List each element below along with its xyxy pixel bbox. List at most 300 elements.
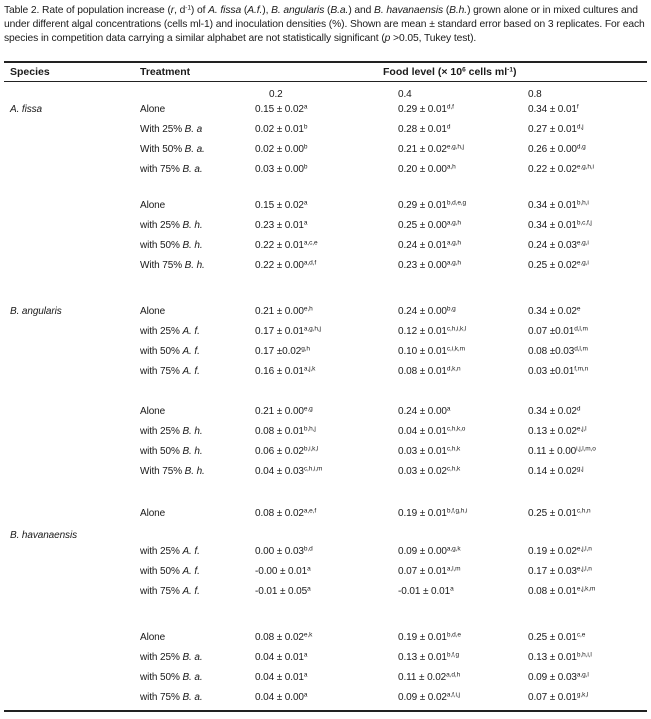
- value-0-8: 0.08 ±0.03: [528, 346, 575, 357]
- value-0-2-cell: [255, 306, 313, 317]
- table-row: [0, 426, 651, 440]
- treatment-label: With 75%: [140, 466, 185, 477]
- table-row: [0, 508, 651, 522]
- significance-letters: e,j,l,n: [576, 565, 592, 573]
- significance-letters: g,h: [301, 345, 310, 353]
- significance-letters: d,f: [446, 103, 454, 111]
- significance-letters: e,g: [303, 405, 313, 413]
- treatment-cell: [140, 144, 205, 155]
- value-0-4: 0.09 ± 0.02: [398, 692, 447, 703]
- value-0-2-cell: [255, 692, 307, 703]
- significance-letters: b,c,f,j: [576, 219, 592, 227]
- treatment-cell: [140, 446, 203, 457]
- significance-letters: a,g,h,j: [303, 325, 321, 333]
- value-0-2: 0.03 ± 0.00: [255, 164, 304, 175]
- table-row: [0, 220, 651, 234]
- species-a-fissa: A. fissa: [10, 104, 42, 115]
- value-0-8: 0.34 ± 0.02: [528, 306, 577, 317]
- value-0-2-cell: [255, 566, 311, 577]
- value-0-2-cell: [255, 200, 307, 211]
- treatment-species: A. f.: [182, 366, 200, 377]
- value-0-2-cell: [255, 466, 322, 477]
- significance-letters: c,h,n: [576, 507, 591, 515]
- value-0-4-cell: [398, 466, 460, 477]
- value-0-4: 0.28 ± 0.01: [398, 124, 447, 135]
- value-0-2: -0.01 ± 0.05: [255, 586, 308, 597]
- value-0-8-cell: [528, 508, 590, 519]
- table-row: [0, 692, 651, 706]
- table-row: [0, 446, 651, 460]
- significance-letters: d,l,m: [574, 325, 588, 333]
- treatment-label: with 75%: [140, 164, 183, 175]
- significance-letters: a: [303, 219, 308, 227]
- value-0-4: 0.09 ± 0.00: [398, 546, 447, 557]
- species-b-angularis: B. angularis: [10, 306, 62, 317]
- significance-letters: d: [576, 405, 581, 413]
- value-0-2-cell: [255, 366, 315, 377]
- treatment-label: with 25%: [140, 546, 183, 557]
- table-header-rule: [4, 81, 647, 82]
- value-0-4: 0.03 ± 0.02: [398, 466, 447, 477]
- value-0-2-cell: [255, 446, 318, 457]
- table-row: [0, 652, 651, 666]
- treatment-species: B. a.: [184, 144, 205, 155]
- significance-letters: d,g: [576, 143, 586, 151]
- treatment-cell: [140, 366, 200, 377]
- value-0-8-cell: [528, 260, 589, 271]
- value-0-2: 0.17 ± 0.01: [255, 326, 304, 337]
- value-0-4-cell: [398, 426, 465, 437]
- value-0-2: 0.00 ± 0.03: [255, 546, 304, 557]
- value-0-8: 0.07 ±0.01: [528, 326, 575, 337]
- value-0-8-cell: [528, 220, 592, 231]
- treatment-cell: [140, 260, 205, 271]
- value-0-2-cell: [255, 508, 316, 519]
- value-0-4: 0.29 ± 0.01: [398, 200, 447, 211]
- treatment-label: Alone: [140, 306, 166, 317]
- value-0-2-cell: [255, 326, 321, 337]
- value-0-2: 0.17 ±0.02: [255, 346, 302, 357]
- value-0-4-cell: [398, 672, 460, 683]
- significance-letters: e,g,i: [576, 239, 589, 247]
- value-0-4-cell: [398, 566, 460, 577]
- significance-letters: c,h,k: [446, 445, 461, 453]
- treatment-label: Alone: [140, 104, 166, 115]
- value-0-4: 0.19 ± 0.01: [398, 632, 447, 643]
- treatment-species: B. a.: [182, 692, 203, 703]
- table-row: [0, 566, 651, 580]
- value-0-8-cell: [528, 566, 592, 577]
- value-0-4-cell: [398, 546, 460, 557]
- value-0-2: 0.04 ± 0.00: [255, 692, 304, 703]
- treatment-species: B. h.: [184, 260, 205, 271]
- significance-letters: b,f,g: [446, 651, 460, 659]
- value-0-4: 0.03 ± 0.01: [398, 446, 447, 457]
- significance-letters: a,g,h: [446, 239, 461, 247]
- table-row: [0, 366, 651, 380]
- value-0-2: 0.02 ± 0.00: [255, 144, 304, 155]
- table-row: [0, 124, 651, 138]
- treatment-species: B. h.: [182, 240, 203, 251]
- header-food-level: Food level (× $10^6$ cells $ml^{-1}$): [383, 66, 517, 78]
- value-0-4-cell: [398, 692, 460, 703]
- significance-letters: a: [450, 585, 454, 593]
- significance-letters: a: [303, 103, 308, 111]
- significance-letters: b,g: [446, 305, 456, 313]
- significance-letters: a,g,h: [446, 219, 461, 227]
- significance-letters: d,j: [576, 123, 584, 131]
- treatment-label: with 50%: [140, 672, 183, 683]
- value-0-8-cell: [528, 164, 594, 175]
- value-0-2: 0.22 ± 0.01: [255, 240, 304, 251]
- table-row: [0, 632, 651, 646]
- food-level-0-2: 0.2: [269, 89, 283, 100]
- value-0-2: 0.04 ± 0.03: [255, 466, 304, 477]
- significance-letters: a,f,i,j: [446, 691, 460, 699]
- table-row: [0, 346, 651, 360]
- value-0-2-cell: [255, 672, 307, 683]
- value-0-4: 0.23 ± 0.00: [398, 260, 447, 271]
- value-0-8: 0.07 ± 0.01: [528, 692, 577, 703]
- significance-letters: f,m,n: [574, 365, 589, 373]
- value-0-8-cell: [528, 124, 583, 135]
- significance-letters: d: [446, 123, 451, 131]
- value-0-4-cell: [398, 446, 460, 457]
- value-0-4: 0.29 ± 0.01: [398, 104, 447, 115]
- significance-letters: c,h,i,m: [303, 465, 323, 473]
- value-0-8-cell: [528, 306, 580, 317]
- significance-letters: g,j: [576, 465, 584, 473]
- value-0-4-cell: [398, 406, 450, 417]
- value-0-4-cell: [398, 240, 461, 251]
- table-row: [0, 672, 651, 686]
- value-0-8: 0.08 ± 0.01: [528, 586, 577, 597]
- value-0-4: 0.21 ± 0.02: [398, 144, 447, 155]
- value-0-2: 0.08 ± 0.02: [255, 632, 304, 643]
- treatment-species: B. a.: [182, 164, 203, 175]
- value-0-4: 0.04 ± 0.01: [398, 426, 447, 437]
- treatment-label: with 75%: [140, 586, 183, 597]
- value-0-4: 0.12 ± 0.01: [398, 326, 447, 337]
- value-0-2-cell: [255, 124, 307, 135]
- treatment-species: A. f.: [182, 586, 200, 597]
- treatment-cell: [140, 546, 200, 557]
- value-0-2-cell: [255, 546, 313, 557]
- treatment-cell: [140, 508, 165, 519]
- significance-letters: a,c,e: [303, 239, 318, 247]
- significance-letters: b,h,j: [303, 425, 316, 433]
- value-0-4: 0.19 ± 0.01: [398, 508, 447, 519]
- significance-letters: g,k,l: [576, 691, 589, 699]
- significance-letters: f: [576, 103, 579, 111]
- significance-letters: b,h,i: [576, 199, 589, 207]
- value-0-8-cell: [528, 200, 589, 211]
- value-0-8: 0.34 ± 0.01: [528, 104, 577, 115]
- value-0-4-cell: [398, 508, 467, 519]
- treatment-species: B. a: [184, 124, 203, 135]
- treatment-cell: [140, 652, 203, 663]
- value-0-8: 0.25 ± 0.02: [528, 260, 577, 271]
- significance-letters: c,h,k,o: [446, 425, 466, 433]
- treatment-cell: [140, 672, 203, 683]
- value-0-4: -0.01 ± 0.01: [398, 586, 451, 597]
- treatment-label: with 25%: [140, 220, 183, 231]
- table-row: [0, 164, 651, 178]
- treatment-label: with 25%: [140, 426, 183, 437]
- table-row: [0, 200, 651, 214]
- value-0-8: 0.13 ± 0.01: [528, 652, 577, 663]
- significance-letters: a: [307, 565, 311, 573]
- significance-letters: a: [446, 405, 451, 413]
- treatment-cell: [140, 566, 200, 577]
- value-0-4-cell: [398, 346, 465, 357]
- value-0-8: 0.11 ± 0.00: [528, 446, 577, 457]
- value-0-4-cell: [398, 164, 456, 175]
- value-0-8: 0.27 ± 0.01: [528, 124, 577, 135]
- significance-letters: b,d,e: [446, 631, 461, 639]
- significance-letters: a: [303, 199, 308, 207]
- treatment-cell: [140, 326, 200, 337]
- significance-letters: e,k: [303, 631, 313, 639]
- significance-letters: b: [303, 163, 308, 171]
- table-row: [0, 326, 651, 340]
- treatment-species: B. h.: [182, 220, 203, 231]
- treatment-label: with 25%: [140, 326, 183, 337]
- value-0-8: 0.34 ± 0.01: [528, 220, 577, 231]
- treatment-label: Alone: [140, 508, 166, 519]
- significance-letters: e: [576, 305, 581, 313]
- value-0-8: 0.34 ± 0.02: [528, 406, 577, 417]
- value-0-4: 0.24 ± 0.00: [398, 306, 447, 317]
- value-0-2: 0.06 ± 0.02: [255, 446, 304, 457]
- value-0-8: 0.14 ± 0.02: [528, 466, 577, 477]
- significance-letters: e,j,l: [576, 425, 587, 433]
- value-0-8-cell: [528, 326, 588, 337]
- treatment-cell: [140, 346, 200, 357]
- value-0-2: 0.08 ± 0.02: [255, 508, 304, 519]
- value-0-4-cell: [398, 366, 460, 377]
- value-0-8-cell: [528, 692, 588, 703]
- value-0-2-cell: [255, 406, 313, 417]
- treatment-cell: [140, 104, 165, 115]
- value-0-8: 0.03 ±0.01: [528, 366, 575, 377]
- treatment-species: B. h.: [184, 466, 205, 477]
- value-0-4: 0.25 ± 0.00: [398, 220, 447, 231]
- value-0-8: 0.26 ± 0.00: [528, 144, 577, 155]
- significance-letters: b,d: [303, 545, 313, 553]
- value-0-8-cell: [528, 366, 588, 377]
- value-0-8: 0.13 ± 0.02: [528, 426, 577, 437]
- value-0-2: 0.02 ± 0.01: [255, 124, 304, 135]
- value-0-8: 0.34 ± 0.01: [528, 200, 577, 211]
- table-caption: Table 2. Rate of population increase (r, $d^{-1}$) of A. fissa (A.f.), B. angularis (B.a.) and B. havanaensis (B.h.) grown alone or in mixed cultures and under different algal concentrations (cells ml-1) and inoculation densities (%). Shown are mean ± standard error based on 3 replicates. For each species in competition data carrying a similar alphabet are not statistically significant (p >0.05, Tukey test).: [4, 4, 645, 44]
- value-0-4: 0.07 ± 0.01: [398, 566, 447, 577]
- significance-letters: i,j,l,m,o: [576, 445, 596, 453]
- value-0-8: 0.22 ± 0.02: [528, 164, 577, 175]
- value-0-2-cell: [255, 652, 307, 663]
- value-0-2-cell: [255, 586, 311, 597]
- value-0-4: 0.20 ± 0.00: [398, 164, 447, 175]
- value-0-8-cell: [528, 240, 589, 251]
- table-row: [0, 546, 651, 560]
- value-0-4: 0.08 ± 0.01: [398, 366, 447, 377]
- treatment-label: with 25%: [140, 652, 183, 663]
- value-0-2: 0.15 ± 0.02: [255, 104, 304, 115]
- treatment-cell: [140, 240, 203, 251]
- value-0-4: 0.11 ± 0.02: [398, 672, 447, 683]
- value-0-2: 0.21 ± 0.00: [255, 306, 304, 317]
- value-0-4-cell: [398, 260, 461, 271]
- table-row: [0, 260, 651, 274]
- value-0-4-cell: [398, 144, 464, 155]
- value-0-2-cell: [255, 260, 316, 271]
- treatment-label: Alone: [140, 200, 166, 211]
- value-0-8-cell: [528, 466, 583, 477]
- significance-letters: a,h: [446, 163, 456, 171]
- value-0-4-cell: [398, 200, 466, 211]
- significance-letters: a,g,l: [576, 671, 589, 679]
- significance-letters: c,i,k,m: [446, 345, 465, 353]
- value-0-8-cell: [528, 144, 586, 155]
- significance-letters: e,g,i: [576, 259, 589, 267]
- value-0-8-cell: [528, 446, 596, 457]
- value-0-2: 0.08 ± 0.01: [255, 426, 304, 437]
- value-0-2-cell: [255, 104, 307, 115]
- table-row: [0, 406, 651, 420]
- value-0-4-cell: [398, 220, 461, 231]
- significance-letters: b,h,i,l: [576, 651, 592, 659]
- treatment-label: with 50%: [140, 240, 183, 251]
- treatment-species: A. f.: [182, 326, 200, 337]
- species-b-havanaensis: B. havanaensis: [10, 530, 77, 541]
- value-0-2-cell: [255, 240, 317, 251]
- significance-letters: b: [303, 143, 308, 151]
- value-0-8-cell: [528, 546, 592, 557]
- value-0-2: 0.04 ± 0.01: [255, 652, 304, 663]
- table-row: [0, 306, 651, 320]
- food-level-0-4: 0.4: [398, 89, 412, 100]
- value-0-2: -0.00 ± 0.01: [255, 566, 308, 577]
- treatment-cell: [140, 306, 165, 317]
- significance-letters: a,l,m: [446, 565, 461, 573]
- significance-letters: a: [303, 691, 308, 699]
- value-0-8-cell: [528, 104, 579, 115]
- treatment-species: A. f.: [182, 566, 200, 577]
- value-0-8-cell: [528, 632, 585, 643]
- treatment-cell: [140, 632, 165, 643]
- treatment-cell: [140, 406, 165, 417]
- treatment-label: with 75%: [140, 366, 183, 377]
- value-0-4-cell: [398, 632, 461, 643]
- significance-letters: e,j,l,n: [576, 545, 592, 553]
- value-0-2: 0.21 ± 0.00: [255, 406, 304, 417]
- significance-letters: a: [303, 651, 308, 659]
- significance-letters: b,f,g,h,i: [446, 507, 468, 515]
- value-0-4-cell: [398, 306, 456, 317]
- value-0-8-cell: [528, 672, 589, 683]
- treatment-label: Alone: [140, 632, 166, 643]
- significance-letters: e,h: [303, 305, 313, 313]
- header-treatment: Treatment: [140, 66, 191, 78]
- value-0-4: 0.24 ± 0.01: [398, 240, 447, 251]
- significance-letters: a,g,k: [446, 545, 461, 553]
- significance-letters: a,d,f: [303, 259, 317, 267]
- significance-letters: a,d,h: [446, 671, 461, 679]
- treatment-species: B. a.: [182, 672, 203, 683]
- value-0-8: 0.09 ± 0.03: [528, 672, 577, 683]
- treatment-cell: [140, 200, 165, 211]
- value-0-8: 0.19 ± 0.02: [528, 546, 577, 557]
- value-0-2-cell: [255, 426, 316, 437]
- significance-letters: b: [303, 123, 308, 131]
- value-0-4-cell: [398, 586, 454, 597]
- value-0-8: 0.25 ± 0.01: [528, 508, 577, 519]
- treatment-label: With 50%: [140, 144, 185, 155]
- treatment-cell: [140, 124, 202, 135]
- treatment-species: B. a.: [182, 652, 203, 663]
- value-0-8-cell: [528, 426, 587, 437]
- significance-letters: b,d,e,g: [446, 199, 467, 207]
- significance-letters: e,j,k,m: [576, 585, 596, 593]
- significance-letters: c,h,k: [446, 465, 461, 473]
- value-0-8-cell: [528, 406, 580, 417]
- treatment-label: Alone: [140, 406, 166, 417]
- treatment-cell: [140, 220, 203, 231]
- value-0-2-cell: [255, 144, 307, 155]
- value-0-2: 0.04 ± 0.01: [255, 672, 304, 683]
- table-row: [0, 144, 651, 158]
- treatment-species: A. f.: [182, 546, 200, 557]
- value-0-4-cell: [398, 124, 450, 135]
- significance-letters: a: [307, 585, 311, 593]
- value-0-4: 0.24 ± 0.00: [398, 406, 447, 417]
- treatment-label: with 75%: [140, 692, 183, 703]
- treatment-label: with 50%: [140, 446, 183, 457]
- treatment-cell: [140, 586, 200, 597]
- treatment-label: With 75%: [140, 260, 185, 271]
- significance-letters: a,j,k: [303, 365, 316, 373]
- treatment-label: With 25%: [140, 124, 185, 135]
- table-top-rule: [4, 61, 647, 63]
- significance-letters: a: [303, 671, 308, 679]
- significance-letters: b,i,k,l: [303, 445, 319, 453]
- treatment-species: B. h.: [182, 446, 203, 457]
- value-0-2-cell: [255, 346, 310, 357]
- treatment-species: A. f.: [182, 346, 200, 357]
- value-0-4-cell: [398, 104, 454, 115]
- value-0-8-cell: [528, 652, 592, 663]
- food-level-0-8: 0.8: [528, 89, 542, 100]
- table-row: [0, 466, 651, 480]
- treatment-cell: [140, 164, 203, 175]
- table-row: [0, 104, 651, 118]
- value-0-2: 0.15 ± 0.02: [255, 200, 304, 211]
- treatment-cell: [140, 426, 203, 437]
- value-0-8-cell: [528, 586, 595, 597]
- header-species: Species: [10, 66, 50, 78]
- significance-letters: c,e: [576, 631, 586, 639]
- significance-letters: e,g,h,i: [576, 163, 594, 171]
- value-0-4-cell: [398, 326, 466, 337]
- table-row: [0, 240, 651, 254]
- significance-letters: d,k,n: [446, 365, 461, 373]
- treatment-species: B. h.: [182, 426, 203, 437]
- value-0-4-cell: [398, 652, 459, 663]
- treatment-label: with 50%: [140, 346, 183, 357]
- value-0-8: 0.24 ± 0.03: [528, 240, 577, 251]
- value-0-2: 0.23 ± 0.01: [255, 220, 304, 231]
- treatment-cell: [140, 466, 205, 477]
